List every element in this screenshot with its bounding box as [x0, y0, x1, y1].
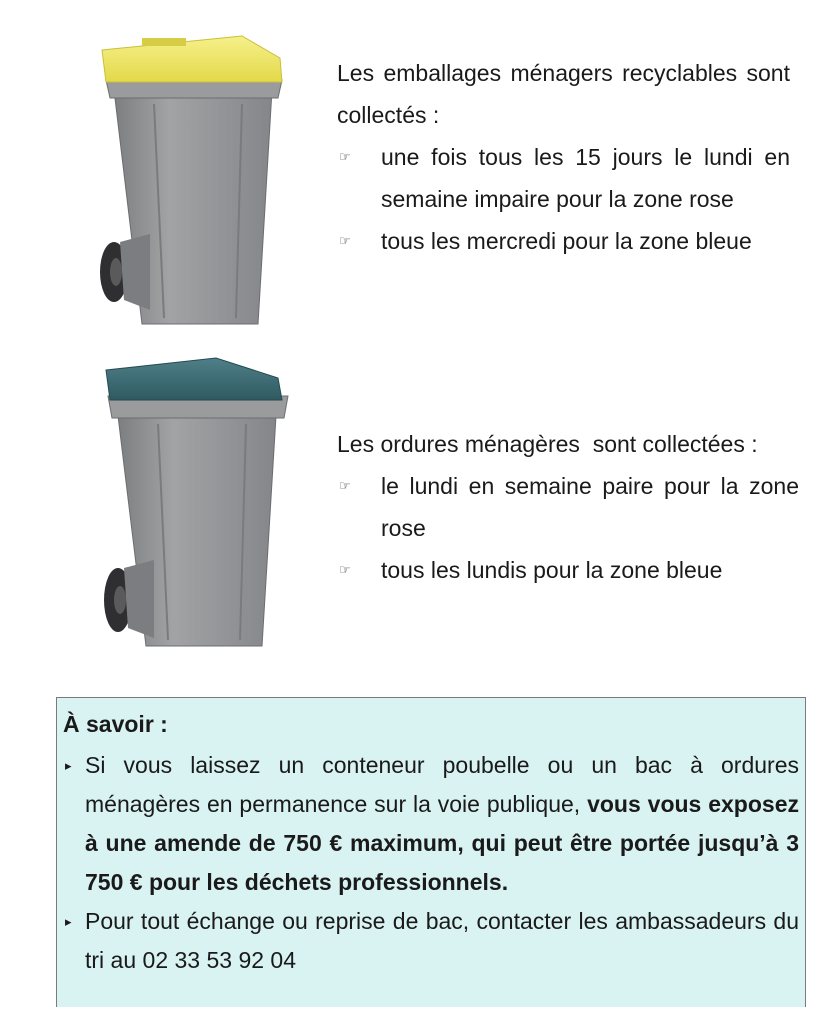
- pointing-hand-icon: ☞: [339, 233, 351, 248]
- list-item: ☞ le lundi en semaine paire pour la zone rose: [337, 465, 799, 549]
- pointing-hand-icon: ☞: [339, 562, 351, 577]
- recyclables-intro: Les emballages ménagers recyclables sont collectés :: [337, 60, 790, 128]
- recyclables-schedule: [337, 52, 790, 262]
- info-item-1-text: Si vous laissez un conteneur poubelle ou un bac à ordures ménagères en permanence sur la voie publique,: [85, 752, 799, 817]
- household-intro: Les ordures ménagères sont collectées :: [337, 431, 758, 457]
- info-item-2-text: Pour tout échange ou reprise de bac, contacter les ambassadeurs du tri au 02 33 53 92 04: [85, 908, 799, 973]
- recycling-bin-image: [92, 28, 292, 328]
- list-item: ☞ tous les lundis pour la zone bleue: [337, 549, 799, 591]
- triangle-bullet-icon: ▸: [65, 758, 72, 773]
- recyclables-list: [337, 136, 790, 262]
- fine-warning: vous vous exposez à une amende de 750 € maximum, qui peut être portée jusqu’à 3 750 € pour les déchets professionnels.: [85, 791, 799, 895]
- info-list: [63, 746, 799, 980]
- pointing-hand-icon: ☞: [339, 149, 351, 164]
- pointing-hand-icon: ☞: [339, 478, 351, 493]
- household-waste-bin-image: [96, 352, 296, 652]
- list-item: [63, 746, 799, 902]
- list-item: [63, 902, 799, 980]
- info-box: [56, 697, 806, 1007]
- info-heading: À savoir :: [63, 711, 168, 737]
- household-list: [337, 465, 799, 591]
- household-waste-schedule: [337, 423, 799, 591]
- list-item: ☞ une fois tous les 15 jours le lundi en semaine impaire pour la zone rose: [337, 136, 790, 220]
- triangle-bullet-icon: ▸: [65, 914, 72, 929]
- list-item: ☞ tous les mercredi pour la zone bleue: [337, 220, 790, 262]
